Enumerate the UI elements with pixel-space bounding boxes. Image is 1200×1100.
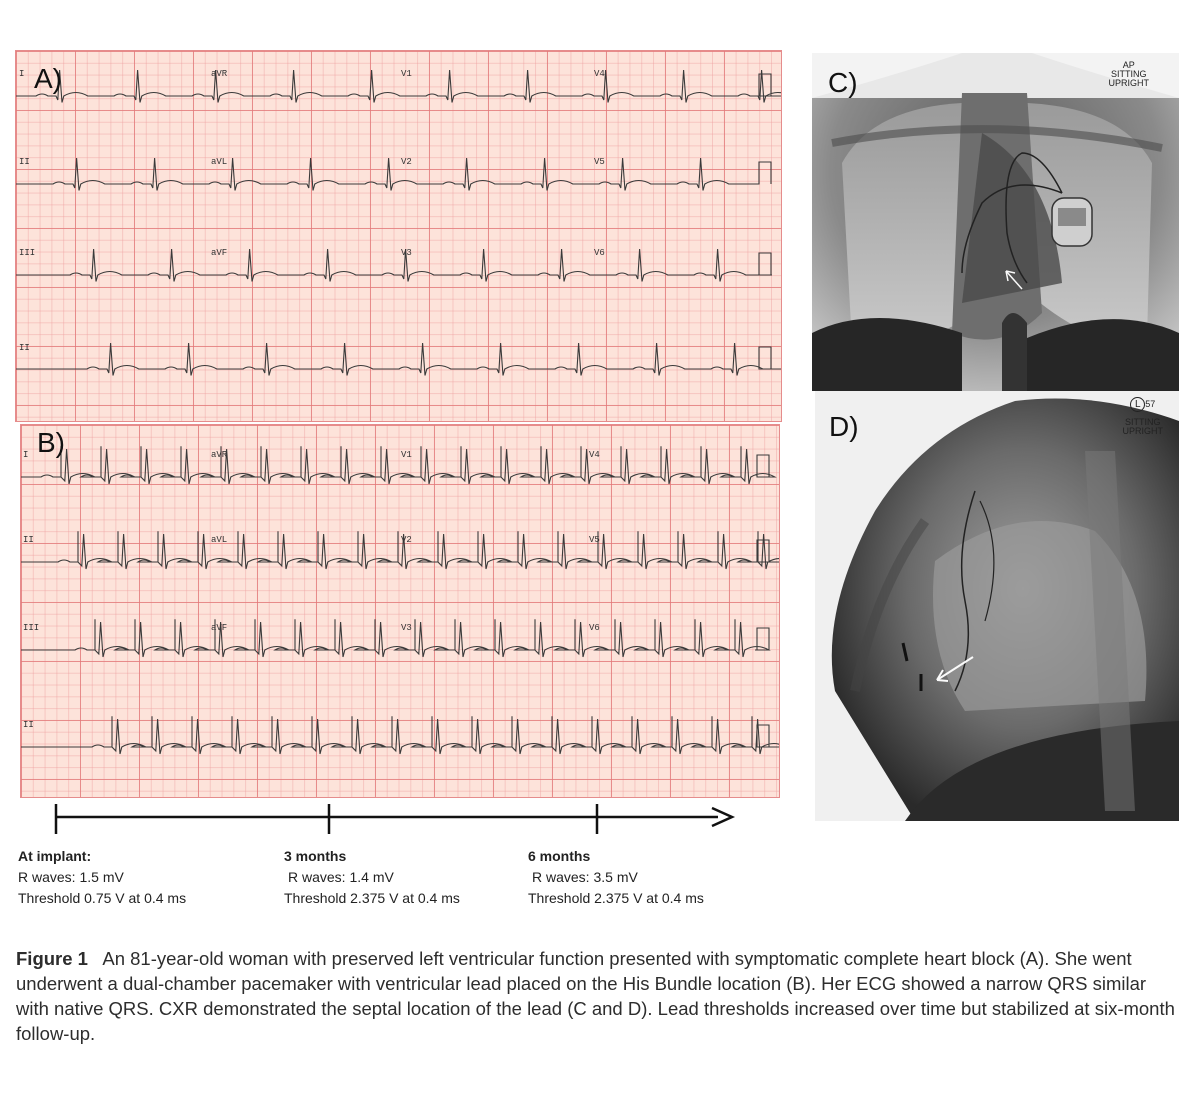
timeline-block-6-months (528, 846, 704, 909)
ecg-trace (21, 531, 779, 569)
ecg-panel-a (15, 50, 782, 422)
xray-d-orientation-tag (1123, 397, 1164, 436)
chest-xray-ap-image (812, 53, 1179, 391)
timeline-r-waves: R waves: 3.5 mV (532, 869, 638, 885)
ecg-traces-b (21, 425, 779, 797)
timeline-threshold: Threshold 2.375 V at 0.4 ms (284, 890, 460, 906)
panel-a-letter: A) (34, 63, 62, 94)
timeline-title: 3 months (284, 848, 347, 864)
lead-label: V1 (401, 69, 412, 79)
lead-label: II (23, 535, 34, 545)
lead-label: V3 (401, 623, 412, 633)
timeline-threshold: Threshold 0.75 V at 0.4 ms (18, 890, 187, 906)
lead-label: aVR (211, 450, 228, 460)
ecg-trace (16, 70, 781, 103)
lead-label: V6 (589, 623, 600, 633)
lead-label: V5 (594, 157, 605, 167)
timeline-threshold: Threshold 2.375 V at 0.4 ms (528, 890, 704, 906)
lead-label: aVL (211, 535, 228, 545)
lead-label: V6 (594, 248, 605, 258)
timeline-title: 6 months (528, 848, 591, 864)
lead-label: V5 (589, 535, 600, 545)
xray-d-tag-line: UPRIGHT (1122, 426, 1163, 436)
timeline-r-waves: R waves: 1.5 mV (18, 869, 124, 885)
xray-panel-c (812, 53, 1179, 391)
lead-label: V4 (594, 69, 605, 79)
lead-label: III (23, 623, 40, 633)
left-marker-circle: L (1130, 397, 1145, 412)
timeline-r-waves: R waves: 1.4 mV (288, 869, 394, 885)
ecg-traces-a (16, 51, 781, 421)
lead-label: aVF (211, 623, 228, 633)
timeline-arrow (0, 800, 780, 845)
xray-c-tag-line: UPRIGHT (1108, 78, 1149, 88)
panel-d-letter: D) (829, 411, 859, 442)
lead-label: V2 (401, 157, 412, 167)
ecg-trace (21, 716, 779, 754)
ecg-trace (16, 343, 781, 376)
lead-label: V2 (401, 535, 412, 545)
xray-c-tag-line: AP (1122, 60, 1135, 70)
ecg-panel-b (20, 424, 780, 798)
timeline-title: At implant: (18, 848, 92, 864)
caption-text: An 81-year-old woman with preserved left ventricular function presented with symptomatic complete heart block (A). She went underwent a dual-chamber pacemaker with ventricular lead placed on the His Bundle location (B). Her ECG showed a narrow QRS similar with native QRS. CXR demonstrated the septal location of the lead (C and D). Lead thresholds increased over time but stabilized at six-month follow-up. (16, 948, 1175, 1044)
figure-caption (16, 946, 1184, 1046)
lead-label: aVF (211, 248, 228, 258)
lead-label: V4 (589, 450, 600, 460)
xray-d-marker (1123, 397, 1164, 412)
lead-label: II (19, 343, 30, 353)
caption-label: Figure 1 (16, 948, 88, 969)
lead-label: V3 (401, 248, 412, 258)
ecg-trace (21, 619, 769, 657)
lead-label: aVL (211, 157, 228, 167)
xray-c-tag-line: SITTING (1111, 69, 1147, 79)
ecg-trace (21, 446, 775, 484)
lead-label: III (19, 248, 36, 258)
xray-c-orientation-tag (1109, 61, 1150, 88)
panel-b-letter: B) (37, 427, 65, 458)
timeline-block-implant (18, 846, 186, 909)
chest-xray-lateral-image (815, 391, 1179, 821)
ecg-trace (16, 249, 772, 282)
lead-label: II (23, 720, 34, 730)
lead-label: I (23, 450, 29, 460)
xray-d-tag-number: 57 (1145, 399, 1156, 409)
lead-label: II (19, 157, 30, 167)
timeline-block-3-months (284, 846, 460, 909)
panel-c-letter: C) (828, 67, 858, 98)
lead-label: V1 (401, 450, 412, 460)
lead-label: I (19, 69, 25, 79)
ecg-trace (16, 158, 771, 191)
lead-label: aVR (211, 69, 228, 79)
xray-panel-d (815, 391, 1179, 821)
xray-d-tag-line: SITTING (1125, 417, 1161, 427)
